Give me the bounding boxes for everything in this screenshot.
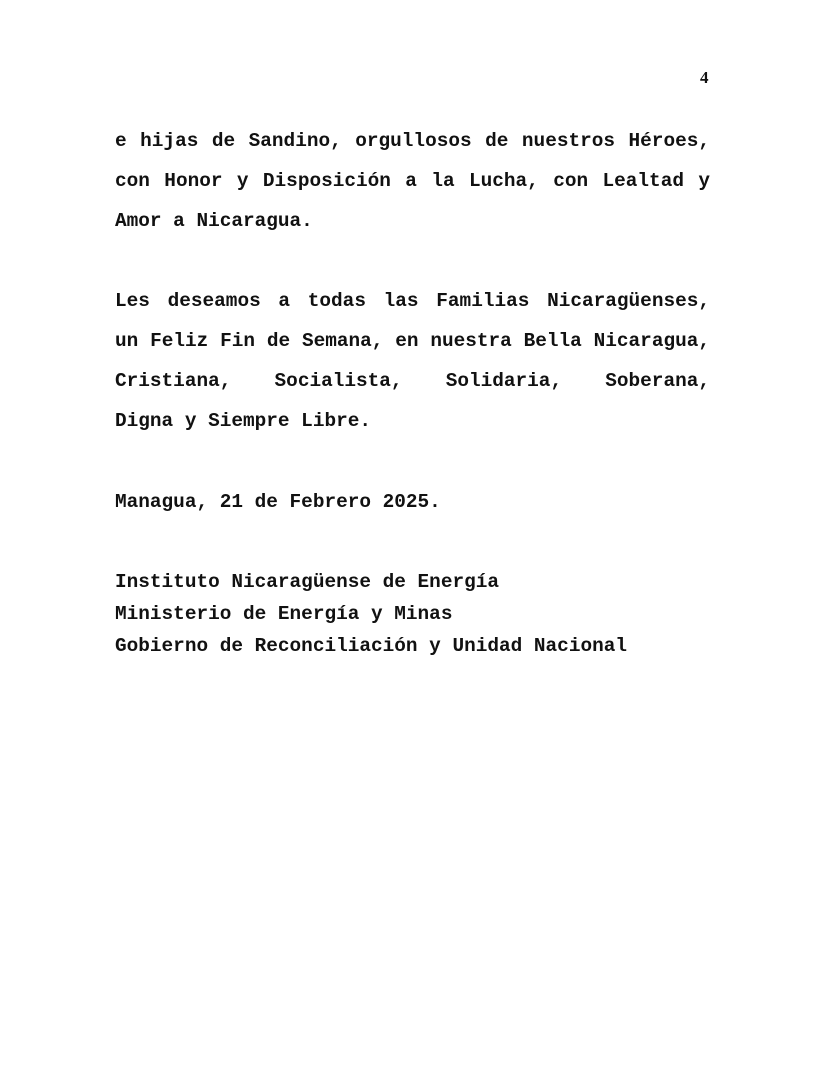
text-line: Les deseamos a todas las Familias Nicaragüenses,: [115, 290, 710, 312]
text-line: Digna y Siempre Libre.: [115, 410, 371, 432]
date-line: Managua, 21 de Febrero 2025.: [115, 491, 441, 513]
signature-line-ministry: Ministerio de Energía y Minas: [115, 603, 453, 625]
text-line: Amor a Nicaragua.: [115, 210, 313, 232]
text-line: con Honor y Disposición a la Lucha, con Lealtad y: [115, 170, 710, 192]
text-line: Cristiana, Socialista, Solidaria, Soberana,: [115, 370, 710, 392]
closing-paragraph-heroes: [115, 121, 710, 241]
signature-line-institute: Instituto Nicaragüense de Energía: [115, 571, 499, 593]
signature-block: [115, 566, 627, 662]
text-line: un Feliz Fin de Semana, en nuestra Bella Nicaragua,: [115, 330, 710, 352]
closing-paragraph-greeting: [115, 281, 710, 441]
text-line: e hijas de Sandino, orgullosos de nuestros Héroes,: [115, 130, 710, 152]
page-number: 4: [700, 68, 709, 87]
signature-line-government: Gobierno de Reconciliación y Unidad Nacional: [115, 635, 627, 657]
